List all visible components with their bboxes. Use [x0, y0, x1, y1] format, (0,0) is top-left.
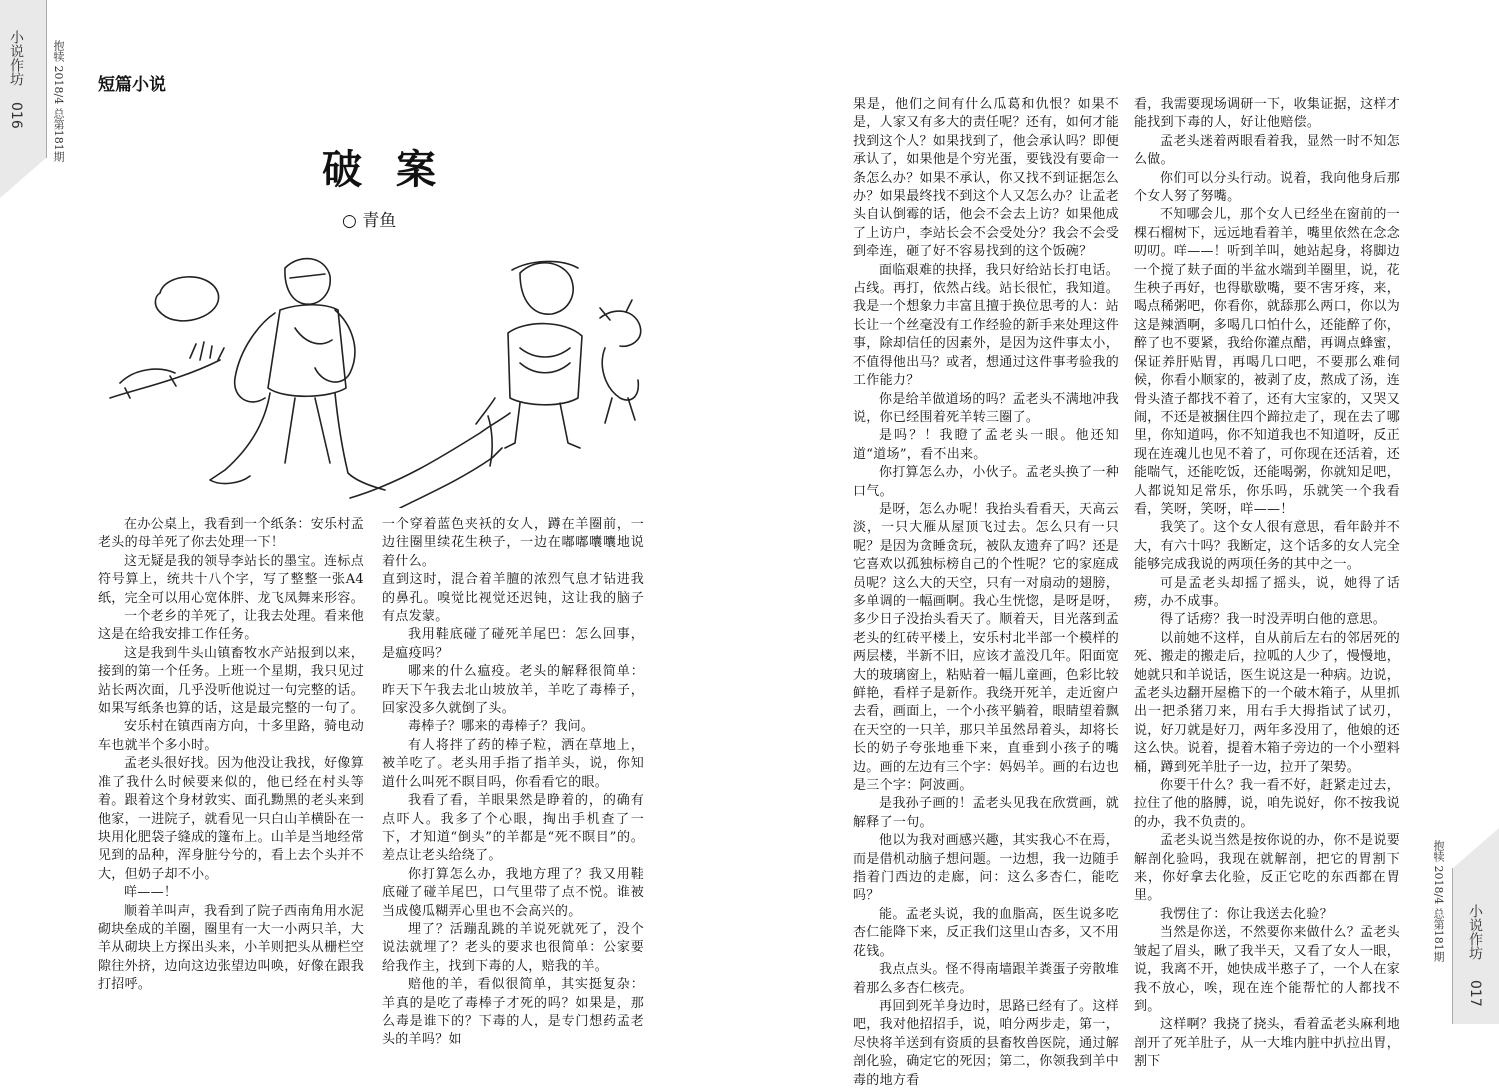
paragraph: 孟老头说当然是按你说的办，你不是说要解剖化验吗，我现在就解剖，把它的胃割下来，你好拿去化验，反正它吃的东西都在胃里。 [1134, 833, 1400, 904]
paragraph: 能。孟老头说，我的血脂高，医生说多吃杏仁能降下来，反正我们这里山杏多，又不用花钱。 [853, 906, 1120, 959]
author-line: ○ 青鱼 [342, 211, 397, 231]
paragraph: 咩——！ [124, 885, 178, 901]
paragraph: 你们可以分头行动。说着，我向他身后那个女人努了努嘴。 [1134, 170, 1400, 205]
paragraph: 是吗？！我瞪了孟老头一眼。他还知道“道场”，看不出来。 [853, 428, 1119, 462]
right-text-column-2 [1134, 96, 1400, 1072]
paragraph: 我笑了。这个女人很有意思，看年龄并不大，有六十吗？我断定，这个话多的女人完全能够完成我说的两项任务的其中之一。 [1134, 520, 1401, 573]
paragraph: 孟老头迷着两眼看着我，显然一时不知怎么做。 [1134, 133, 1400, 168]
left-text-column-2 [382, 516, 644, 1050]
paragraph: 安乐村在镇西南方向，十多里路，骑电动车也就半个多小时。 [98, 719, 364, 753]
paragraph: 你是给羊做道场的吗？孟老头不满地冲我说，你已经围着死羊转三圈了。 [853, 391, 1119, 425]
paragraph: 他以为我对画感兴趣，其实我心不在焉，而是借机动脑子想问题。一边想，我一边随手指着门西边的走廊，问：这么多杏仁，能吃吗？ [853, 833, 1120, 904]
paragraph: 埋了？活蹦乱跳的羊说死就死了，没个说法就埋了？老头的要求也很简单：公家要给我作主，找到下毒的人，赔我的羊。 [382, 921, 644, 974]
right-text-column-1 [853, 96, 1119, 1090]
story-title: 破案 [322, 146, 470, 193]
paragraph: 顺着羊叫声，我看到了院子西南角用水泥砌块垒成的羊圈，圈里有一大一小两只羊，大羊从砌块上方探出头来，小羊则把头从栅栏空隙往外挤，边向这边张望边叫唤，好像在跟我打招呼。 [98, 903, 365, 993]
paragraph: 不知哪会儿，那个女人已经坐在窗前的一棵石榴树下，远远地看着羊，嘴里依然在念念叨叨。咩——！听到羊叫，她站起身，将脚边一个搅了麸子面的半盆水端到羊圈里，说，花生秧子再好，也得歇歇嘴，要不害牙疼，来，喝点稀粥吧，你看你，就舔那么两口，你以为这是辣酒啊，多喝几口怕什么，还能醉了你，醉了也不要紧，我给你灌点醋，再调点蜂蜜，保证养肝贴胃，再喝几口吧，不要那么难伺候，你看小顺家的，被剥了皮，熬成了汤，连骨头渣子都找不着了，还有大宝家的，又哭又闹，不还是被捆住四个蹄拉走了，现在去了哪里，你知道吗，你不知道我也不知道呀，反正现在连魂儿也见不着了，可你现在还活着，还能喘气，还能吃饭，还能喝粥，你就知足吧，人都说知足常乐，你乐吗，乐就笑一个我看看，笑呀，笑呀，咩——！ [1134, 207, 1401, 517]
paragraph: 这是我到牛头山镇畜牧水产站报到以来，接到的第一个任务。上班一个星期，我只见过站长两次面，几乎没听他说过一句完整的话。如果写纸条也算的话，这是最完整的一句了。 [98, 645, 365, 717]
left-issue-label: 抱犊 2018/4 总第181期 [52, 40, 65, 162]
paragraph: 我愣住了：你让我送去化验？ [1160, 906, 1333, 922]
paragraph: 哪来的什么瘟疫。老头的解释很简单：昨天下午我去北山坡放羊，羊吃了毒棒子，回家没多久就倒了头。 [382, 664, 644, 717]
paragraph: 当然是你送，不然要你来做什么？孟老头皱起了眉头，瞅了我半天，又看了女人一眼，说，我离不开，她快成半憨子了，一个人在家我不放心，唉，现在连个能帮忙的人都找不到。 [1134, 925, 1401, 1014]
paragraph: 看，我需要现场调研一下，收集证据，这样才能找到下毒的人，好让他赔偿。 [1134, 97, 1401, 131]
paragraph: 有人将拌了药的棒子粒，洒在草地上，被羊吃了。老头用手指了指羊头，说，你知道什么叫死不瞑目吗，你看看它的眼。 [382, 737, 644, 790]
story-illustration [100, 248, 650, 508]
left-page [0, 0, 749, 1048]
left-tab-column-name: 小说作坊 [8, 30, 24, 86]
paragraph: 你打算怎么办，我地方理了？我又用鞋底碰了碰羊尾巴，口气里带了点不悦。谁被当成傻瓜糊弄心里也不会高兴的。 [382, 866, 644, 919]
left-tab-page-number: 016 [8, 102, 24, 129]
left-text-column-1 [98, 516, 364, 995]
paragraph: 直到这时，混合着羊膻的浓烈气息才钻进我的鼻孔。嗅觉比视觉还迟钝，这让我的脑子有点发蒙。 [382, 572, 644, 625]
left-side-tab [0, 0, 47, 158]
paragraph: 你要干什么？我一看不好，赶紧走过去，拉住了他的胳膊，说，咱先说好，你不按我说的办，我不负责的。 [1134, 778, 1401, 830]
paragraph: 是呀，怎么办呢！我抬头看看天，天高云淡，一只大雁从屋顶飞过去。怎么只有一只呢？是因为贪睡贪玩，被队友遗弃了吗？还是它喜欢以孤独标榜自己的个性呢？它的家庭成员呢？这么大的天空，只有一对扇动的翅膀，多单调的一幅画啊。我心生恍惚，是呀是呀，多少日子没抬头看天了。顺着天，目光落到孟老头的红砖平楼上，安乐村北半部一个模样的两层楼，半新不旧，应该才盖没几年。阳面宽大的玻璃窗上，粘贴着一幅儿童画，色彩比较鲜艳，看样子是新作。我绕开死羊，走近窗户去看，画面上，一个小孩平躺着，眼睛望着飘在天空的一只羊，那只羊虽然昂着头，却将长长的奶子夸张地垂下来，直垂到小孩子的嘴边。画的左边有三个字：妈妈羊。画的右边也是三个字：阿波画。 [853, 501, 1120, 794]
right-issue-label: 抱犊 2018/4 总第181期 [1432, 840, 1445, 962]
right-side-tab [1452, 868, 1499, 1024]
paragraph: 我点点头。怪不得南墙跟羊粪蛋子旁散堆着那么多杏仁核壳。 [853, 962, 1119, 996]
right-tab-column-name: 小说作坊 [1467, 904, 1483, 960]
paragraph: 以前她不这样，自从前后左右的邻居死的死、搬走的搬走后，拉呱的人少了，慢慢地，她就只和羊说话，医生说这是一种病。边说，孟老头边翻开屋檐下的一个破木箱子，从里抓出一把杀猪刀来，用右手大拇指试了试刃，说，好刀就是好刀，两年多没用了，他娘的还这么快。说着，提着木箱子旁边的一个小塑料桶，蹲到死羊肚子一边，拉开了架势。 [1134, 630, 1401, 775]
right-page [750, 0, 1499, 1088]
paragraph: 孟老头很好找。因为他没让我找，好像算准了我什么时候要来似的，他已经在村头等着。跟着这个身材敦实、面孔黝黑的老头来到他家，一进院子，就看见一只白山羊横卧在一块用化肥袋子缝成的篷布上。山羊是当地经常见到的品种，浑身脏兮兮的，看上去个头并不大，但奶子却不小。 [98, 756, 365, 882]
paragraph: 可是孟老头却摇了摇头，说，她得了话痨，办不成事。 [1134, 575, 1400, 609]
paragraph: 我看了看，羊眼果然是睁着的，的确有点吓人。我多了个心眼，掏出手机查了一下，才知道“倒头”的羊都是“死不瞑目”的。差点让老头给绕了。 [382, 793, 644, 864]
paragraph: 再回到死羊身边时，思路已经有了。这样吧，我对他招招手，说，咱分两步走，第一，尽快将羊送到有资质的县畜牧兽医院，通过解剖化验，确定它的死因；第二，你领我到羊中毒的地方看 [853, 998, 1120, 1088]
right-tab-page-number: 017 [1467, 980, 1483, 1007]
section-title: 短篇小说 [98, 75, 166, 95]
paragraph: 赔他的羊，看似很简单，其实挺复杂：羊真的是吃了毒棒子才死的吗？如果是，那么毒是谁下的？下毒的人，是专门想药孟老头的羊吗？如 [382, 977, 644, 1048]
paragraph: 这样啊？我挠了挠头，看着孟老头麻利地剖开了死羊肚子，从一大堆内脏中扒拉出胃，割下 [1134, 1017, 1401, 1070]
paragraph: 你打算怎么办，小伙子。孟老头换了一种口气。 [853, 465, 1119, 499]
paragraph: 果是，他们之间有什么瓜葛和仇恨？如果不是，人家又有多大的责任呢？还有，如何才能找到这个人？如果找到了，他会承认吗？即便承认了，如果他是个穷光蛋，要钱没有要命一条怎么办？如果不承认，你又找不到证据怎么办？如果最终找不到这个人又怎么办？让孟老头自认倒霉的话，他会不会去上访？如果他成了上访户，李站长会不会受处分？我会不会受到牵连，砸了好不容易找到的这个饭碗？ [853, 97, 1120, 260]
paragraph: 是我孙子画的！孟老头见我在欣赏画，就解释了一句。 [853, 796, 1119, 830]
paragraph: 一个穿着蓝色夹袄的女人，蹲在羊圈前，一边往圈里续花生秧子，一边在嘟嘟囔囔地说着什么。 [382, 517, 644, 569]
paragraph: 这无疑是我的领导李站长的墨宝。连标点符号算上，统共十八个字，写了整整一张A4纸，完全可以用心宽体胖、龙飞凤舞来形容。 [98, 553, 365, 606]
paragraph: 在办公桌上，我看到一个纸条：安乐村孟老头的母羊死了你去处理一下！ [98, 517, 364, 551]
paragraph: 面临艰难的抉择，我只好给站长打电话。占线。再打，依然占线。站长很忙，我知道。我是一个想象力丰富且擅于换位思考的人：站长让一个丝毫没有工作经验的新手来处理这件事，除却信任的因素外，是因为这件事太小，不值得他出马？或者，想通过这件事考验我的工作能力？ [853, 262, 1120, 389]
paragraph: 我用鞋底碰了碰死羊尾巴：怎么回事，是瘟疫吗？ [382, 627, 644, 661]
paragraph: 毒棒子？哪来的毒棒子？我问。 [408, 719, 595, 735]
paragraph: 一个老乡的羊死了，让我去处理。看来他这是在给我安排工作任务。 [98, 609, 364, 643]
paragraph: 得了话痨？我一时没弄明白他的意思。 [1160, 612, 1387, 628]
